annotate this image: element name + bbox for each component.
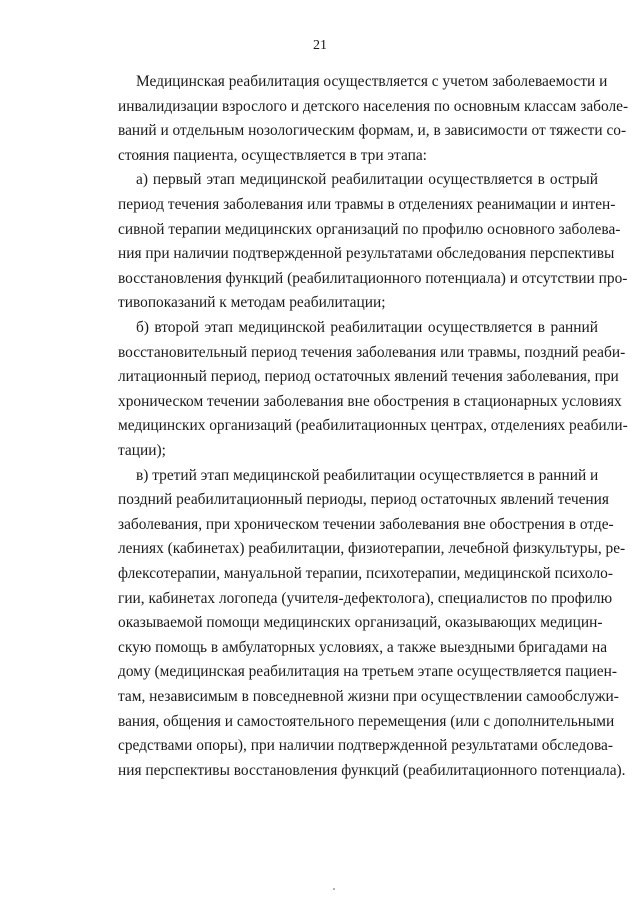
stage-a-paragraph-line: ния при наличии подтвержденной результатами обследования перспективы — [118, 245, 615, 262]
stage-c-paragraph-line: в) третий этап медицинской реабилитации осуществляется в ранний и — [136, 467, 599, 484]
intro-paragraph-line: стояния пациента, осуществляется в три этапа: — [118, 147, 427, 164]
stage-c-paragraph-line: флексотерапии, мануальной терапии, психотерапии, медицинской психоло- — [118, 565, 614, 582]
stage-a-paragraph-line: период течения заболевания или травмы в отделениях реанимации и интен- — [118, 196, 616, 213]
stage-b-paragraph-line: литационный период, период остаточных явлений течения заболевания, при — [118, 368, 619, 385]
stage-c-paragraph-line: оказываемой помощи медицинских организаций, оказывающих медицин- — [118, 614, 603, 631]
stage-c-paragraph-line: вания, общения и самостоятельного перемещения (или с дополнительными — [118, 713, 615, 730]
stage-a-paragraph-line: а) первый этап медицинской реабилитации осуществляется в острый — [136, 171, 598, 188]
stage-c-paragraph-line: дому (медицинская реабилитация на третьем этапе осуществляется пациен- — [118, 663, 617, 680]
stage-b-paragraph-line: восстановительный период течения заболевания или травмы, поздний реаби- — [118, 344, 626, 361]
stage-a-paragraph-line: восстановления функций (реабилитационного потенциала) и отсутствии про- — [118, 270, 628, 287]
intro-paragraph-line: ваний и отдельным нозологическим формам, и, в зависимости от тяжести со- — [118, 122, 627, 139]
stage-c-paragraph-line: лениях (кабинетах) реабилитации, физиотерапии, лечебной физкультуры, ре- — [118, 540, 626, 557]
stage-b-paragraph-line: хроническом течении заболевания вне обострения в стационарных условиях — [118, 393, 622, 410]
stage-b-paragraph-line: тации); — [118, 442, 166, 459]
intro-paragraph-line: Медицинская реабилитация осуществляется с учетом заболеваемости и — [136, 73, 608, 90]
page-number: 21 — [313, 38, 327, 53]
stage-c-paragraph-line: гии, кабинетах логопеда (учителя-дефектолога), специалистов по профилю — [118, 590, 613, 607]
stage-a-paragraph-line: сивной терапии медицинских организаций по профилю основного заболева- — [118, 221, 621, 238]
stage-b-paragraph-line: б) второй этап медицинской реабилитации осуществляется в ранний — [136, 319, 598, 336]
stage-c-paragraph-line: средствами опоры), при наличии подтвержденной результатами обследова- — [118, 737, 613, 754]
stage-c-paragraph-line: заболевания, при хроническом течении заболевания вне обострения в отде- — [118, 516, 614, 533]
stage-b-paragraph-line: медицинских организаций (реабилитационных центрах, отделениях реабили- — [118, 417, 628, 434]
stage-c-paragraph-line: поздний реабилитационный периоды, период остаточных явлений течения — [118, 491, 609, 508]
stage-c-paragraph-line: скую помощь в амбулаторных условиях, а также выездными бригадами на — [118, 639, 608, 656]
stage-a-paragraph-line: тивопоказаний к методам реабилитации; — [118, 294, 386, 311]
stage-c-paragraph-line: ния перспективы восстановления функций (реабилитационного потенциала). — [118, 762, 626, 779]
scan-speck — [333, 888, 335, 890]
intro-paragraph-line: инвалидизации взрослого и детского населения по основным классам заболе- — [118, 98, 629, 115]
stage-c-paragraph-line: там, независимым в повседневной жизни при осуществлении самообслужи- — [118, 688, 619, 705]
